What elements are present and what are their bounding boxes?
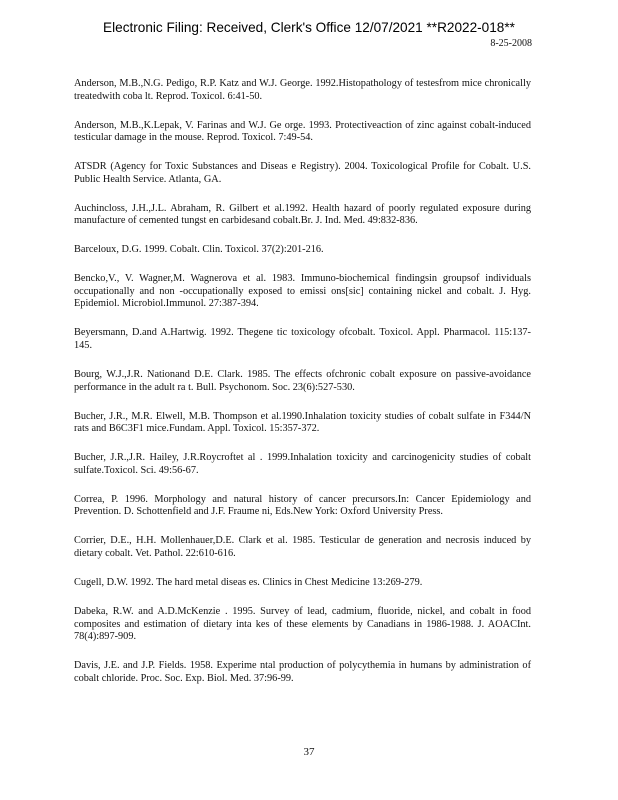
- reference-entry: Davis, J.E. and J.P. Fields. 1958. Experime ntal production of polycythemia in humans by administration of cobalt chloride. Proc. Soc. Exp. Biol. Med. 37:96-99.: [74, 660, 531, 684]
- reference-entry: Bourg, W.J.,J.R. Nationand D.E. Clark. 1985. The effects ofchronic cobalt exposure on passive-avoidance performance in the adult ra t. Bull. Psychonom. Soc. 23(6):527-530.: [74, 369, 531, 393]
- page-number: 37: [303, 746, 315, 758]
- filing-stamp: Electronic Filing: Received, Clerk's Office 12/07/2021 **R2022-018**: [103, 20, 515, 35]
- reference-entry: Bucher, J.R.,J.R. Hailey, J.R.Roycroftet al . 1999.Inhalation toxicity and carcinogenicity studies of cobalt sulfate.Toxicol. Sci. 49:56-67.: [74, 452, 531, 476]
- reference-entry: Anderson, M.B.,K.Lepak, V. Farinas and W.J. Ge orge. 1993. Protectiveaction of zinc against cobalt-induced testicular damage in the mouse. Reprod. Toxicol. 7:49-54.: [74, 119, 531, 144]
- reference-entry: Anderson, M.B.,N.G. Pedigo, R.P. Katz and W.J. George. 1992.Histopathology of testesfrom mice chronically treatedwith coba lt. Reprod. Toxicol. 6:41-50.: [74, 78, 531, 102]
- reference-entry: Beyersmann, D.and A.Hartwig. 1992. Thegene tic toxicology ofcobalt. Toxicol. Appl. Pharmacol. 115:137-145.: [74, 327, 531, 352]
- document-date: 8-25-2008: [490, 38, 532, 49]
- reference-entry: Dabeka, R.W. and A.D.McKenzie . 1995. Survey of lead, cadmium, fluoride, nickel, and cobalt in food composites and estimation of dietary inta kes of these elements by Canadians in 1986-1988. J. AOACInt. 78(4):897-909.: [74, 605, 531, 643]
- reference-entry: ATSDR (Agency for Toxic Substances and Diseas e Registry). 2004. Toxicological Profile for Cobalt. U.S. Public Health Service. Atlanta, GA.: [74, 161, 531, 185]
- reference-entry: Cugell, D.W. 1992. The hard metal diseas es. Clinics in Chest Medicine 13:269-279.: [74, 576, 423, 588]
- reference-entry: Corrier, D.E., H.H. Mollenhauer,D.E. Clark et al. 1985. Testicular de generation and necrosis induced by dietary cobalt. Vet. Pathol. 22:610-616.: [74, 535, 531, 559]
- reference-entry: Bencko,V., V. Wagner,M. Wagnerova et al. 1983. Immuno-biochemical findingsin groupsof individuals occupationally and non -occupationally exposed to emissi ons[sic] containing nickel and cobalt. J. Hyg. Epidemiol. Microbiol.Immunol. 27:387-394.: [74, 273, 531, 310]
- reference-list: [74, 78, 531, 702]
- reference-entry: Auchincloss, J.H.,J.L. Abraham, R. Gilbert et al.1992. Health hazard of poorly regulated exposure during manufacture of cemented tungst en carbidesand cobalt.Br. J. Ind. Med. 49:832-836.: [74, 202, 531, 227]
- reference-entry: Correa, P. 1996. Morphology and natural history of cancer precursors.In: Cancer Epidemiology and Prevention. D. Schottenfield and J.F. Fraume ni, Eds.New York: Oxford University Press.: [74, 493, 531, 518]
- reference-entry: Barceloux, D.G. 1999. Cobalt. Clin. Toxicol. 37(2):201-216.: [74, 244, 324, 256]
- reference-entry: Bucher, J.R., M.R. Elwell, M.B. Thompson et al.1990.Inhalation toxicity studies of cobalt sulfate in F344/N rats and B6C3F1 mice.Fundam. Appl. Toxicol. 15:357-372.: [74, 410, 531, 435]
